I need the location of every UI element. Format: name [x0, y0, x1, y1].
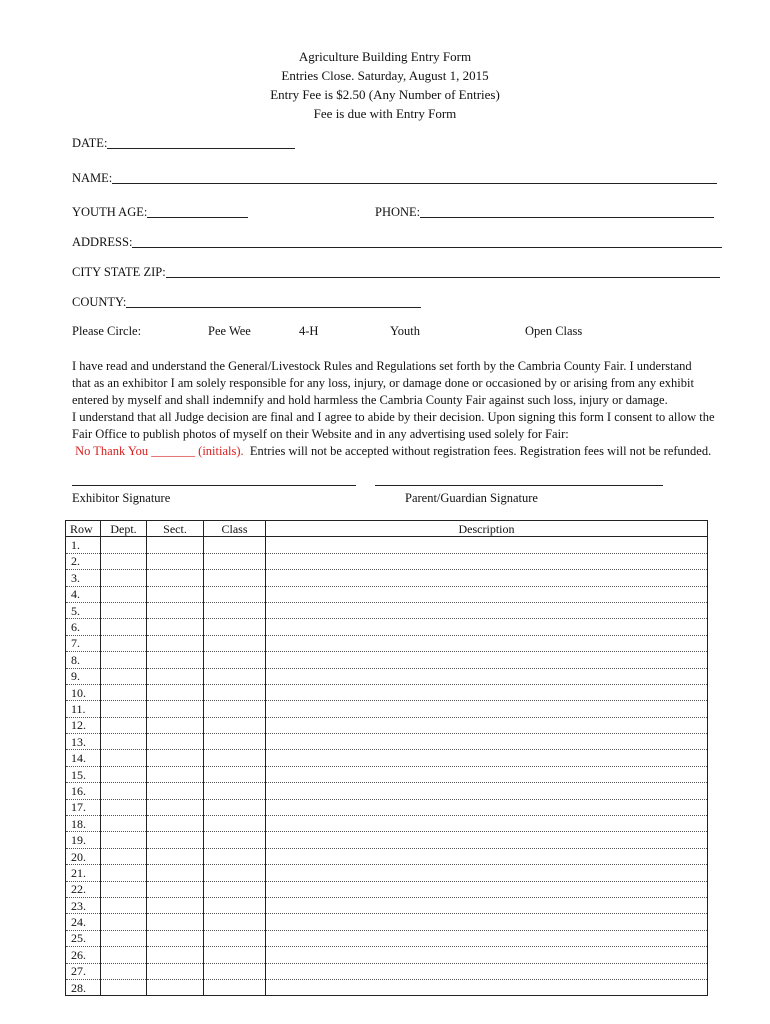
- date-field: [72, 135, 295, 151]
- dept-cell[interactable]: [101, 602, 147, 618]
- row-number: 20.: [66, 848, 101, 864]
- dept-cell[interactable]: [101, 652, 147, 668]
- dept-cell[interactable]: [101, 881, 147, 897]
- sect-cell[interactable]: [147, 766, 204, 782]
- description-cell[interactable]: [266, 668, 708, 684]
- row-number: 28.: [66, 979, 101, 995]
- table-row: [66, 848, 708, 864]
- row-number: 4.: [66, 586, 101, 602]
- sect-cell[interactable]: [147, 619, 204, 635]
- description-cell[interactable]: [266, 930, 708, 946]
- row-number: 21.: [66, 865, 101, 881]
- option-pee-wee[interactable]: Pee Wee: [208, 324, 251, 338]
- sect-cell[interactable]: [147, 570, 204, 586]
- table-row: [66, 979, 708, 995]
- entries-close-date: Entries Close. Saturday, August 1, 2015: [281, 68, 489, 83]
- description-cell[interactable]: [266, 848, 708, 864]
- class-cell[interactable]: [204, 668, 266, 684]
- sect-cell[interactable]: [147, 734, 204, 750]
- row-number: 6.: [66, 619, 101, 635]
- class-cell[interactable]: [204, 914, 266, 930]
- entry-fee: Entry Fee is $2.50 (Any Number of Entries): [270, 87, 500, 102]
- row-number: 7.: [66, 635, 101, 651]
- class-cell[interactable]: [204, 783, 266, 799]
- col-header-description: Description: [266, 521, 708, 537]
- table-row: [66, 914, 708, 930]
- sect-cell[interactable]: [147, 979, 204, 995]
- table-row: [66, 766, 708, 782]
- dept-cell[interactable]: [101, 717, 147, 733]
- table-row: [66, 553, 708, 569]
- description-cell[interactable]: [266, 635, 708, 651]
- agreement-line: that as an exhibitor I am solely responsible for any loss, injury, or damage done or occasioned by or arising from any exhibit: [72, 376, 694, 390]
- dept-cell[interactable]: [101, 537, 147, 553]
- option-youth[interactable]: Youth: [390, 324, 420, 338]
- dept-cell[interactable]: [101, 914, 147, 930]
- class-cell[interactable]: [204, 734, 266, 750]
- city-state-zip-field: [72, 264, 720, 280]
- class-cell[interactable]: [204, 635, 266, 651]
- dept-cell[interactable]: [101, 979, 147, 995]
- class-cell[interactable]: [204, 799, 266, 815]
- row-number: 17.: [66, 799, 101, 815]
- sect-cell[interactable]: [147, 897, 204, 913]
- table-row: [66, 750, 708, 766]
- dept-cell[interactable]: [101, 897, 147, 913]
- fee-due-note: Fee is due with Entry Form: [313, 106, 457, 121]
- address-label: ADDRESS:: [72, 235, 133, 249]
- sect-cell[interactable]: [147, 947, 204, 963]
- class-cell[interactable]: [204, 947, 266, 963]
- col-header-row: Row: [66, 521, 101, 537]
- sect-cell[interactable]: [147, 652, 204, 668]
- table-row: [66, 684, 708, 700]
- table-row: [66, 930, 708, 946]
- class-cell[interactable]: [204, 684, 266, 700]
- class-cell[interactable]: [204, 553, 266, 569]
- fees-note: Entries will not be accepted without registration fees. Registration fees will not be refunded.: [249, 444, 712, 458]
- class-cell[interactable]: [204, 865, 266, 881]
- row-number: 5.: [66, 602, 101, 618]
- row-number: 23.: [66, 897, 101, 913]
- description-cell[interactable]: [266, 602, 708, 618]
- city-state-zip-label: CITY STATE ZIP:: [72, 265, 166, 279]
- row-number: 25.: [66, 930, 101, 946]
- description-cell[interactable]: [266, 619, 708, 635]
- description-cell[interactable]: [266, 963, 708, 979]
- description-cell[interactable]: [266, 783, 708, 799]
- parent-signature-label: Parent/Guardian Signature: [405, 491, 538, 505]
- county-field: [72, 294, 421, 310]
- table-header-row: [66, 521, 708, 537]
- parent-signature-line[interactable]: [375, 485, 663, 486]
- dept-cell[interactable]: [101, 701, 147, 717]
- dept-cell[interactable]: [101, 684, 147, 700]
- table-row: [66, 586, 708, 602]
- class-cell[interactable]: [204, 897, 266, 913]
- entries-table: [65, 520, 708, 996]
- sect-cell[interactable]: [147, 881, 204, 897]
- description-cell[interactable]: [266, 570, 708, 586]
- dept-cell[interactable]: [101, 586, 147, 602]
- phone-label: PHONE:: [375, 205, 421, 219]
- name-field: [72, 170, 717, 186]
- dept-cell[interactable]: [101, 553, 147, 569]
- dept-cell[interactable]: [101, 766, 147, 782]
- description-cell[interactable]: [266, 979, 708, 995]
- sect-cell[interactable]: [147, 635, 204, 651]
- sect-cell[interactable]: [147, 799, 204, 815]
- dept-cell[interactable]: [101, 816, 147, 832]
- row-number: 15.: [66, 766, 101, 782]
- youth-age-label: YOUTH AGE:: [72, 205, 148, 219]
- row-number: 19.: [66, 832, 101, 848]
- sect-cell[interactable]: [147, 602, 204, 618]
- description-cell[interactable]: [266, 750, 708, 766]
- row-number: 24.: [66, 914, 101, 930]
- description-cell[interactable]: [266, 897, 708, 913]
- class-cell[interactable]: [204, 701, 266, 717]
- class-cell[interactable]: [204, 537, 266, 553]
- row-number: 2.: [66, 553, 101, 569]
- sect-cell[interactable]: [147, 930, 204, 946]
- exhibitor-signature-label: Exhibitor Signature: [72, 491, 171, 505]
- phone-field: [375, 204, 714, 220]
- sect-cell[interactable]: [147, 865, 204, 881]
- row-number: 18.: [66, 816, 101, 832]
- class-cell[interactable]: [204, 619, 266, 635]
- youth-age-field: [72, 204, 248, 220]
- row-number: 14.: [66, 750, 101, 766]
- sect-cell[interactable]: [147, 914, 204, 930]
- sect-cell[interactable]: [147, 848, 204, 864]
- dept-cell[interactable]: [101, 619, 147, 635]
- dept-cell[interactable]: [101, 668, 147, 684]
- youth-age-input-line[interactable]: [147, 204, 248, 218]
- dept-cell[interactable]: [101, 635, 147, 651]
- option-4h[interactable]: 4-H: [299, 324, 319, 338]
- table-row: [66, 619, 708, 635]
- col-header-dept: Dept.: [101, 521, 147, 537]
- sect-cell[interactable]: [147, 963, 204, 979]
- description-cell[interactable]: [266, 832, 708, 848]
- address-field: [72, 234, 722, 250]
- table-row: [66, 537, 708, 553]
- row-number: 16.: [66, 783, 101, 799]
- description-cell[interactable]: [266, 914, 708, 930]
- table-row: [66, 635, 708, 651]
- agreement-line: Fair Office to publish photos of myself on their Website and in any advertising used solely for Fair:: [72, 427, 569, 441]
- row-number: 8.: [66, 652, 101, 668]
- agreement-line: I have read and understand the General/Livestock Rules and Regulations set forth by the Cambria County Fair. I understand: [72, 359, 692, 373]
- row-number: 26.: [66, 947, 101, 963]
- dept-cell[interactable]: [101, 799, 147, 815]
- dept-cell[interactable]: [101, 947, 147, 963]
- table-row: [66, 947, 708, 963]
- sect-cell[interactable]: [147, 684, 204, 700]
- option-open-class[interactable]: Open Class: [525, 324, 583, 338]
- row-number: 9.: [66, 668, 101, 684]
- table-row: [66, 799, 708, 815]
- exhibitor-signature-line[interactable]: [72, 485, 356, 486]
- sect-cell[interactable]: [147, 586, 204, 602]
- agreement-text: [72, 358, 732, 460]
- class-cell[interactable]: [204, 717, 266, 733]
- description-cell[interactable]: [266, 865, 708, 881]
- row-number: 27.: [66, 963, 101, 979]
- description-cell[interactable]: [266, 766, 708, 782]
- name-input-line[interactable]: [112, 170, 717, 184]
- class-cell[interactable]: [204, 652, 266, 668]
- class-cell[interactable]: [204, 832, 266, 848]
- description-cell[interactable]: [266, 537, 708, 553]
- class-cell[interactable]: [204, 602, 266, 618]
- agreement-last-line: [72, 443, 732, 460]
- no-thank-you-initials[interactable]: No Thank You _______ (initials).: [75, 444, 244, 458]
- table-row: [66, 897, 708, 913]
- form-title: Agriculture Building Entry Form: [298, 49, 472, 64]
- table-row: [66, 717, 708, 733]
- county-input-line[interactable]: [126, 294, 421, 308]
- table-row: [66, 652, 708, 668]
- dept-cell[interactable]: [101, 930, 147, 946]
- row-number: 22.: [66, 881, 101, 897]
- circle-label: Please Circle:: [72, 324, 142, 338]
- phone-input-line[interactable]: [420, 204, 714, 218]
- class-cell[interactable]: [204, 586, 266, 602]
- dept-cell[interactable]: [101, 848, 147, 864]
- table-row: [66, 734, 708, 750]
- dept-cell[interactable]: [101, 750, 147, 766]
- class-cell[interactable]: [204, 750, 266, 766]
- table-row: [66, 816, 708, 832]
- col-header-sect: Sect.: [147, 521, 204, 537]
- table-row: [66, 570, 708, 586]
- class-cell[interactable]: [204, 570, 266, 586]
- county-label: COUNTY:: [72, 295, 127, 309]
- description-cell[interactable]: [266, 881, 708, 897]
- row-number: 11.: [66, 701, 101, 717]
- table-row: [66, 832, 708, 848]
- class-cell[interactable]: [204, 963, 266, 979]
- description-cell[interactable]: [266, 717, 708, 733]
- dept-cell[interactable]: [101, 570, 147, 586]
- description-cell[interactable]: [266, 553, 708, 569]
- class-cell[interactable]: [204, 766, 266, 782]
- class-cell[interactable]: [204, 979, 266, 995]
- description-cell[interactable]: [266, 684, 708, 700]
- table-row: [66, 668, 708, 684]
- entries-table-body: [66, 537, 708, 996]
- description-cell[interactable]: [266, 799, 708, 815]
- dept-cell[interactable]: [101, 783, 147, 799]
- city-state-zip-input-line[interactable]: [166, 264, 720, 278]
- description-cell[interactable]: [266, 586, 708, 602]
- row-number: 3.: [66, 570, 101, 586]
- dept-cell[interactable]: [101, 963, 147, 979]
- date-input-line[interactable]: [107, 135, 295, 149]
- description-cell[interactable]: [266, 701, 708, 717]
- class-cell[interactable]: [204, 848, 266, 864]
- col-header-class: Class: [204, 521, 266, 537]
- sect-cell[interactable]: [147, 537, 204, 553]
- dept-cell[interactable]: [101, 734, 147, 750]
- sect-cell[interactable]: [147, 717, 204, 733]
- class-cell[interactable]: [204, 816, 266, 832]
- description-cell[interactable]: [266, 652, 708, 668]
- description-cell[interactable]: [266, 734, 708, 750]
- description-cell[interactable]: [266, 816, 708, 832]
- class-cell[interactable]: [204, 881, 266, 897]
- dept-cell[interactable]: [101, 832, 147, 848]
- sect-cell[interactable]: [147, 783, 204, 799]
- sect-cell[interactable]: [147, 832, 204, 848]
- agreement-line: entered by myself and shall indemnify and hold harmless the Cambria County Fair against such loss, injury or damage.: [72, 393, 668, 407]
- row-number: 12.: [66, 717, 101, 733]
- row-number: 13.: [66, 734, 101, 750]
- table-row: [66, 881, 708, 897]
- sect-cell[interactable]: [147, 701, 204, 717]
- agreement-line: I understand that all Judge decision are final and I agree to abide by their decision. Upon signing this form I consent to allow the: [72, 410, 715, 424]
- sect-cell[interactable]: [147, 553, 204, 569]
- address-input-line[interactable]: [132, 234, 722, 248]
- name-label: NAME:: [72, 171, 113, 185]
- date-label: DATE:: [72, 136, 108, 150]
- sect-cell[interactable]: [147, 668, 204, 684]
- row-number: 1.: [66, 537, 101, 553]
- table-row: [66, 602, 708, 618]
- table-row: [66, 963, 708, 979]
- dept-cell[interactable]: [101, 865, 147, 881]
- form-header: [0, 47, 770, 123]
- description-cell[interactable]: [266, 947, 708, 963]
- table-row: [66, 701, 708, 717]
- sect-cell[interactable]: [147, 816, 204, 832]
- sect-cell[interactable]: [147, 750, 204, 766]
- row-number: 10.: [66, 684, 101, 700]
- table-row: [66, 783, 708, 799]
- class-cell[interactable]: [204, 930, 266, 946]
- table-row: [66, 865, 708, 881]
